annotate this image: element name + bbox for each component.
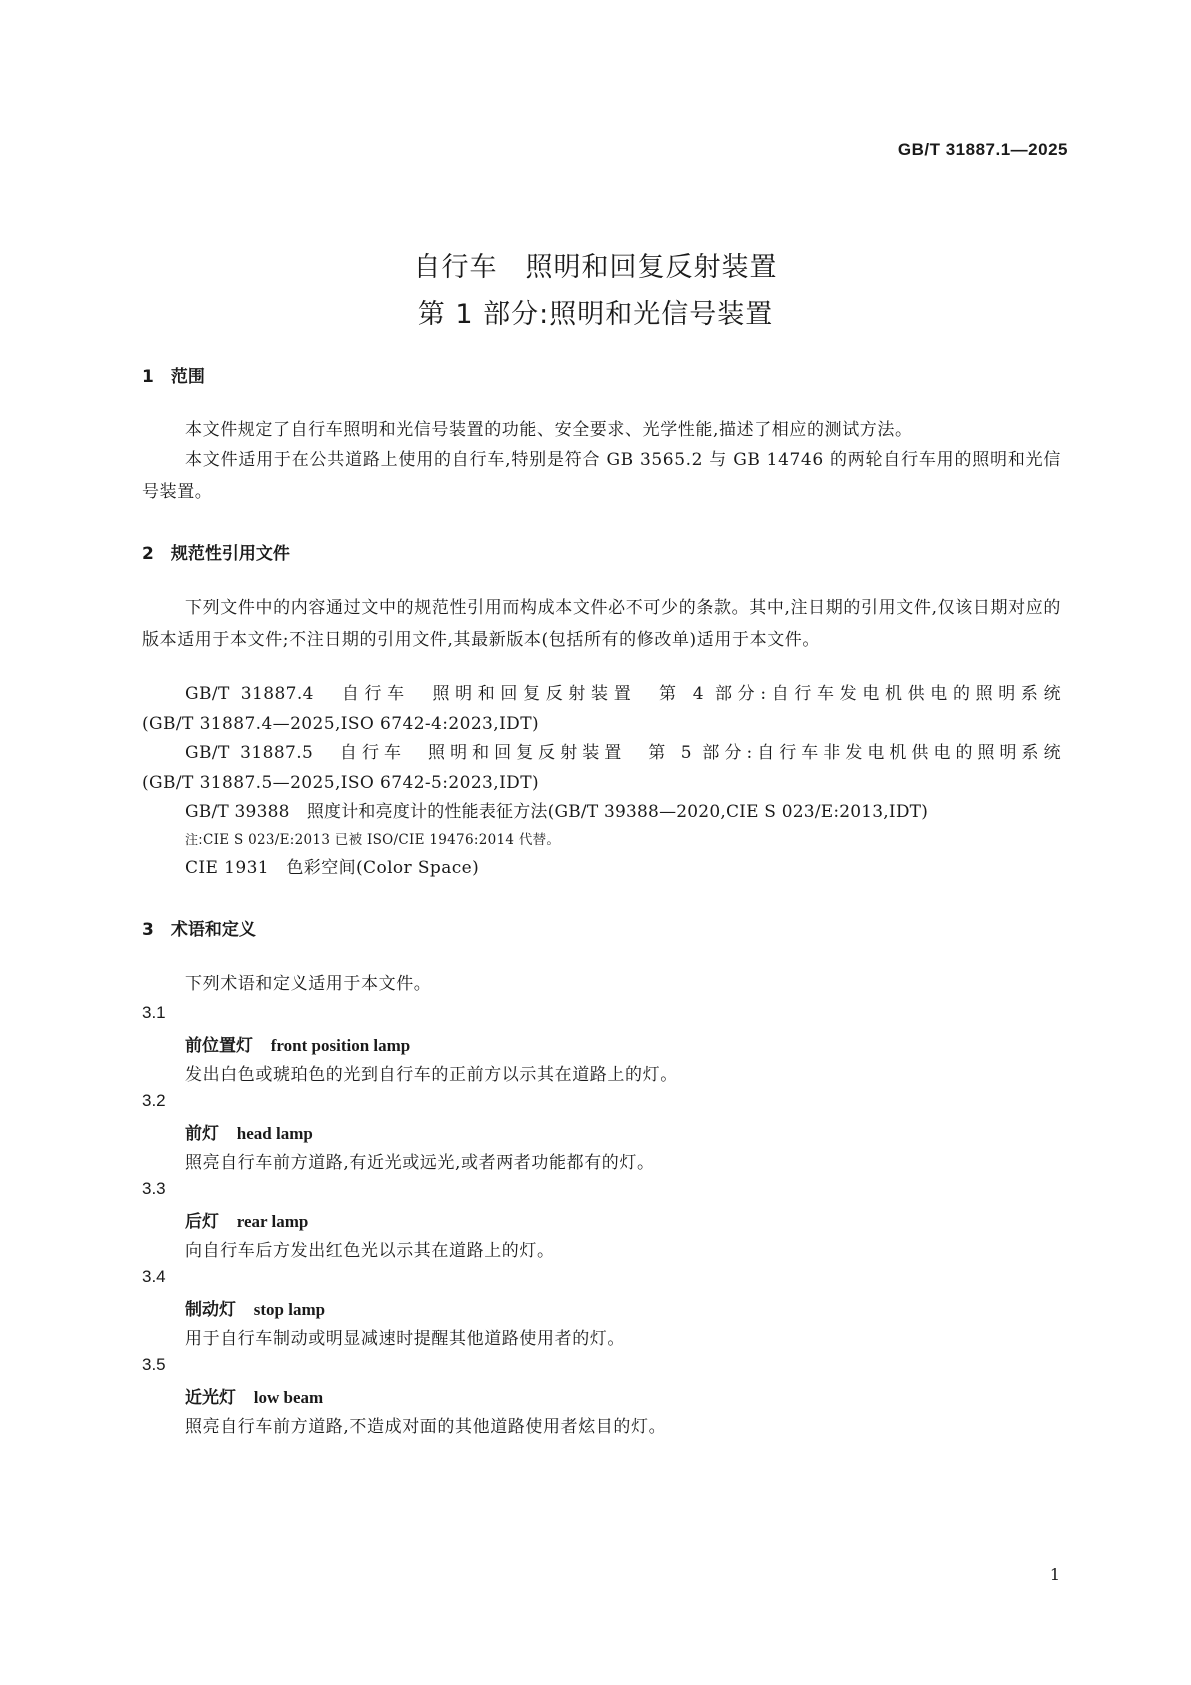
term-name [185,1295,325,1320]
term-name-en: rear lamp [236,1212,309,1231]
term-name [185,1119,313,1144]
term-name-zh: 前位置灯 [185,1036,253,1056]
term-number: 3.1 [142,1003,166,1022]
reference-1-continuation: (GB/T 31887.4—2025,ISO 6742-4:2023,IDT) [142,714,539,734]
term-name [185,1383,323,1408]
term-name-en: front position lamp [270,1036,411,1055]
term-number: 3.4 [142,1267,166,1286]
standard-code: GB/T 31887.1—2025 [897,140,1068,159]
section-1-heading: 1 范围 [142,367,205,387]
term-number: 3.3 [142,1179,166,1198]
term-name-en: low beam [253,1388,324,1407]
document-title [0,244,1191,338]
term-name [185,1207,308,1232]
note-label: 注: [185,833,203,848]
section-2-intro: 下列文件中的内容通过文中的规范性引用而构成本文件必不可少的条款。其中,注日期的引用文件,仅该日期对应的版本适用于本文件;不注日期的引用文件,其最新版本(包括所有的修改单)适用于本文件。 [142,598,1061,650]
section-3-heading: 3 术语和定义 [142,920,256,940]
term-name [185,1031,410,1056]
section-1-paragraph-2: 本文件适用于在公共道路上使用的自行车,特别是符合 GB 3565.2 与 GB 14746 的两轮自行车用的照明和光信号装置。 [142,450,1061,502]
section-1-paragraph-1: 本文件规定了自行车照明和光信号装置的功能、安全要求、光学性能,描述了相应的测试方法。 [185,420,913,440]
term-number: 3.5 [142,1355,166,1374]
reference-1: GB/T 31887.4 自行车 照明和回复反射装置 第 4 部分:自行车发电机供电的照明系统 [185,684,1061,704]
term-name-zh: 后灯 [185,1212,219,1232]
term-definition: 用于自行车制动或明显减速时提醒其他道路使用者的灯。 [185,1329,625,1349]
term-definition: 发出白色或琥珀色的光到自行车的正前方以示其在道路上的灯。 [185,1065,678,1085]
term-name-zh: 前灯 [185,1124,219,1144]
title-line-1: 自行车 照明和回复反射装置 [413,252,778,283]
section-2-heading: 2 规范性引用文件 [142,544,290,564]
term-name-zh: 制动灯 [185,1300,236,1320]
term-name-zh: 近光灯 [185,1388,236,1408]
term-definition: 照亮自行车前方道路,不造成对面的其他道路使用者炫目的灯。 [185,1417,667,1437]
section-3-intro: 下列术语和定义适用于本文件。 [185,974,432,994]
reference-4: CIE 1931 色彩空间(Color Space) [185,858,480,878]
reference-3: GB/T 39388 照度计和亮度计的性能表征方法(GB/T 39388—2020,CIE S 023/E:2013,IDT) [185,802,929,822]
reference-2-continuation: (GB/T 31887.5—2025,ISO 6742-5:2023,IDT) [142,773,539,793]
term-name-en: stop lamp [253,1300,326,1319]
reference-2: GB/T 31887.5 自行车 照明和回复反射装置 第 5 部分:自行车非发电机供电的照明系统 [185,743,1061,763]
term-definition: 向自行车后方发出红色光以示其在道路上的灯。 [185,1241,555,1261]
term-name-en: head lamp [236,1124,313,1143]
note-text: CIE S 023/E:2013 已被 ISO/CIE 19476:2014 代替。 [202,832,561,848]
note [185,828,560,853]
title-line-2: 第 1 部分:照明和光信号装置 [417,299,774,330]
term-definition: 照亮自行车前方道路,有近光或远光,或者两者功能都有的灯。 [185,1153,655,1173]
term-number: 3.2 [142,1091,166,1110]
page-number: 1 [1049,1565,1060,1584]
